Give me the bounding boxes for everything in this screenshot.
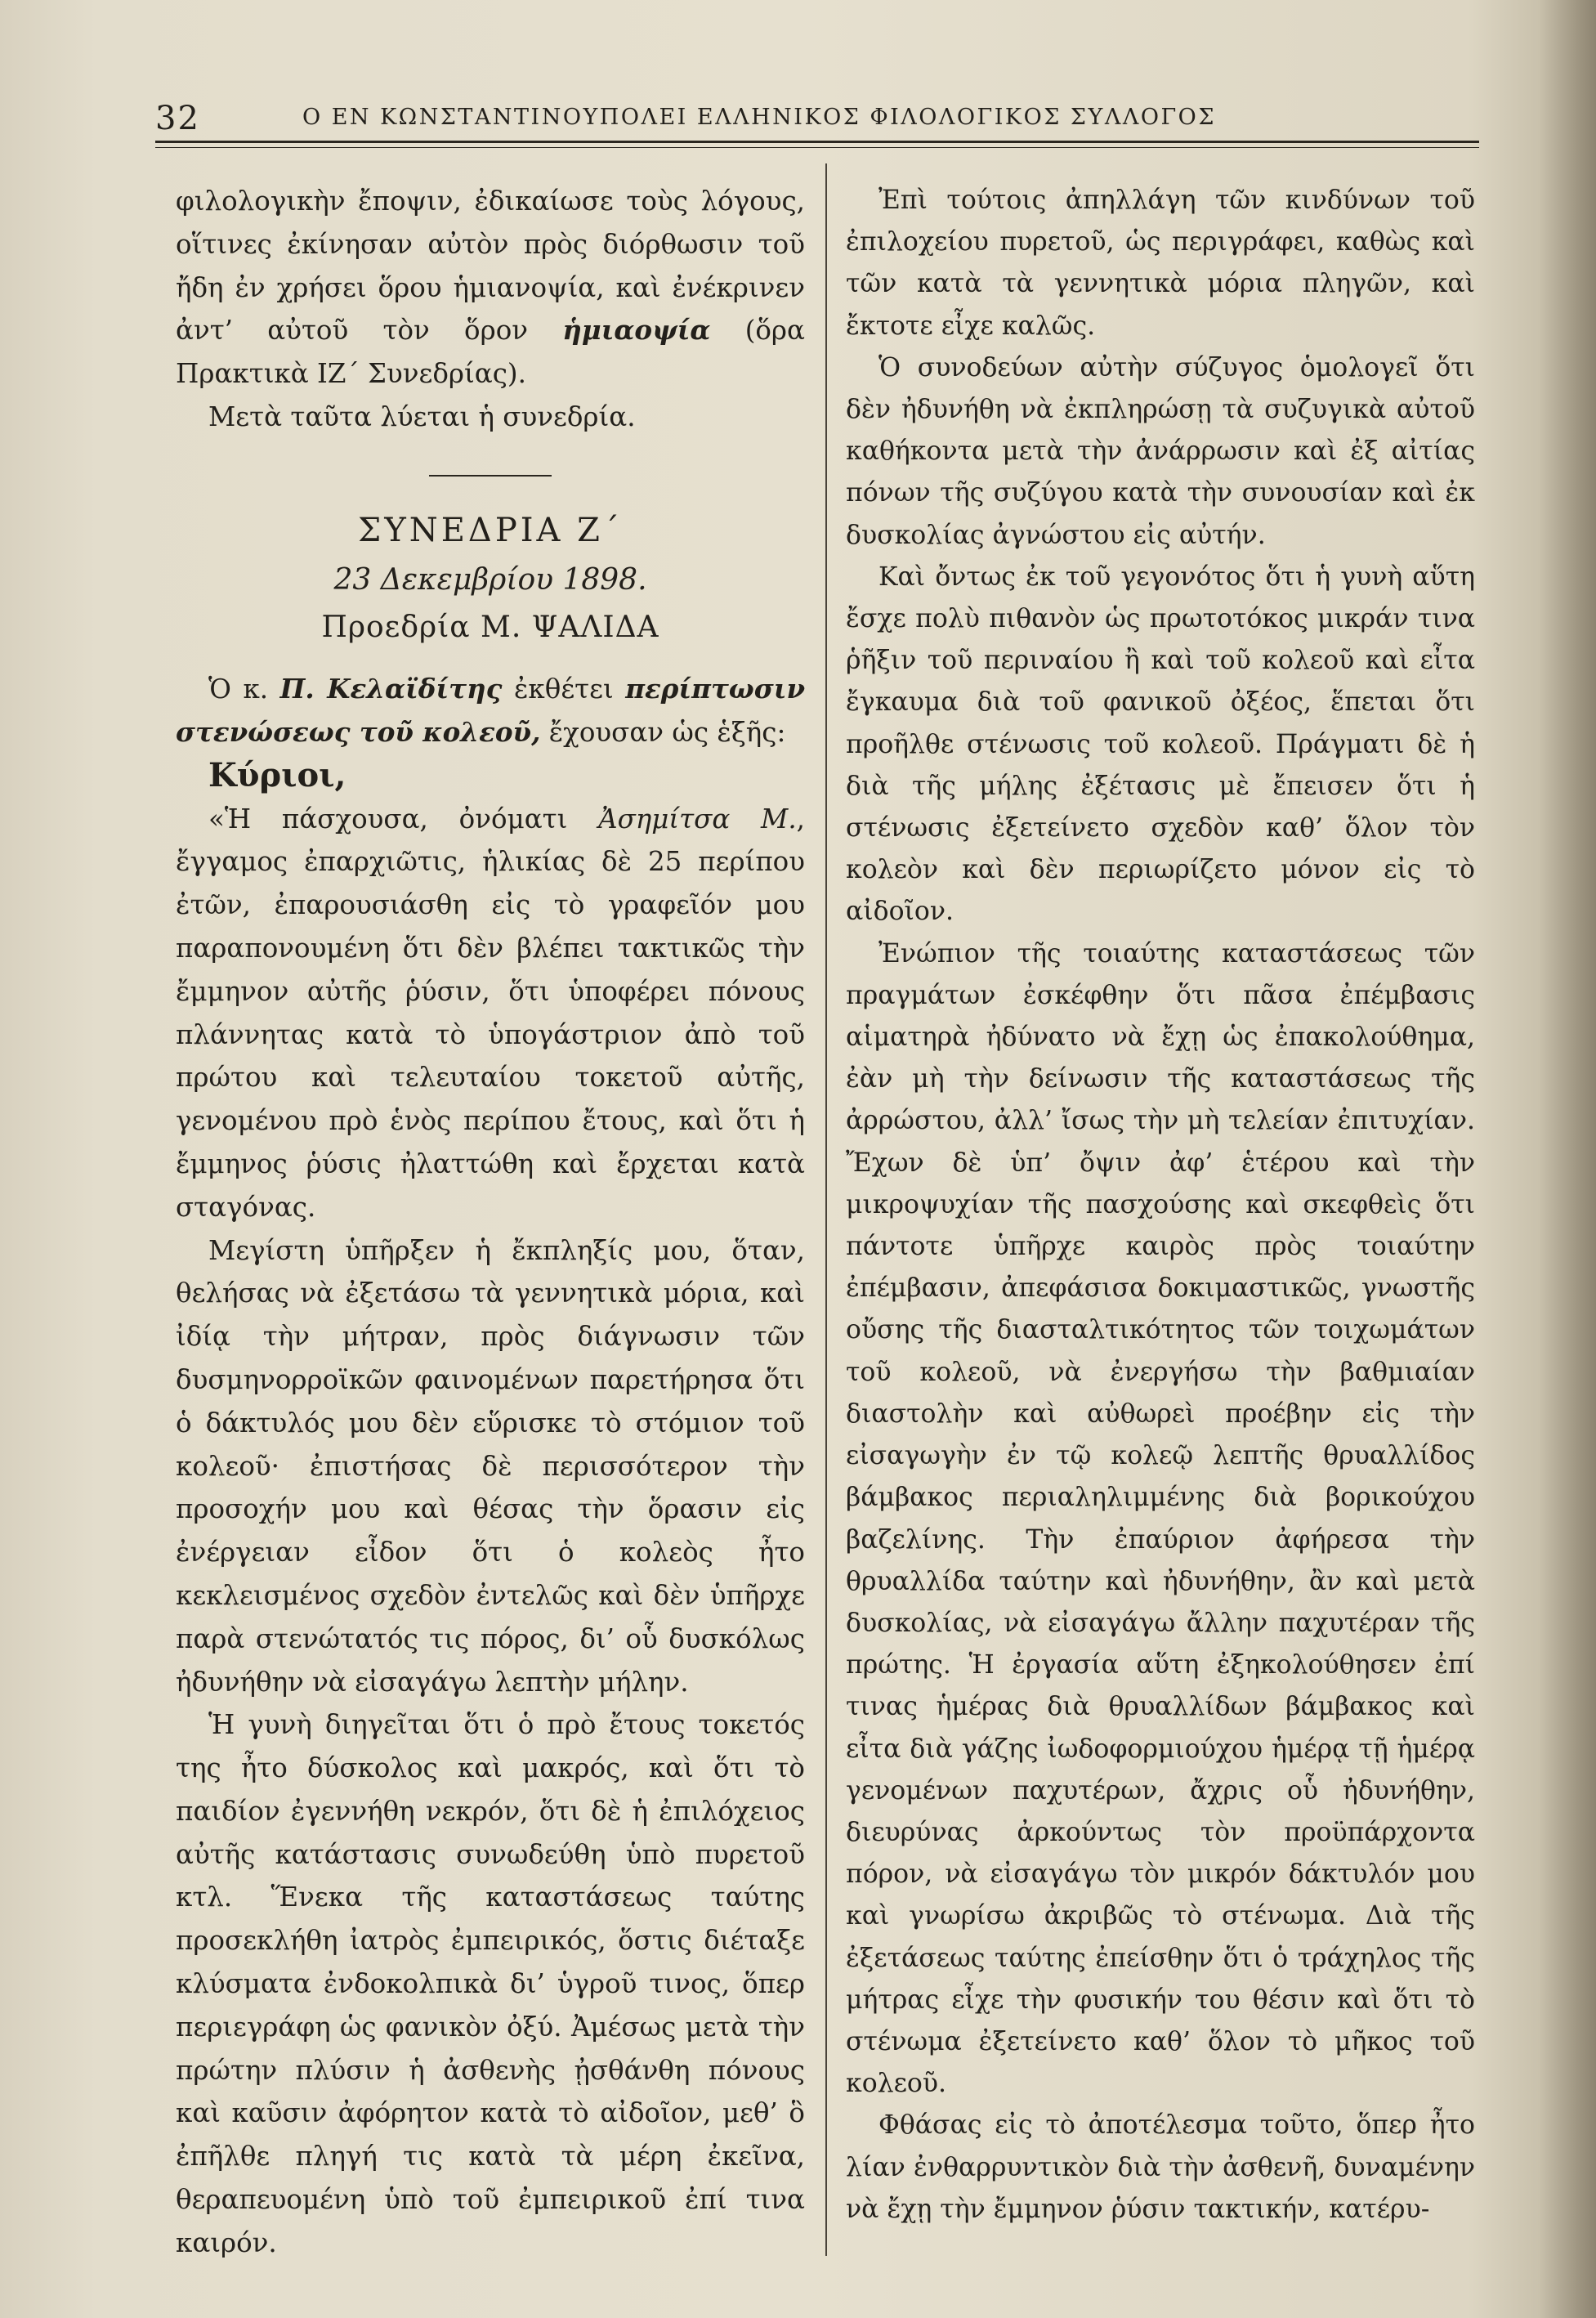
header-rule bbox=[155, 141, 1479, 143]
running-title: Ο ΕΝ ΚΩΝΣΤΑΝΤΙΝΟΥΠΟΛΕΙ ΕΛΛΗΝΙΚΟΣ ΦΙΛΟΛΟΓΙΚΟΣ ΣΥΛΛΟΓΟΣ bbox=[302, 105, 1216, 130]
salutation: Κύριοι, bbox=[208, 755, 346, 794]
paragraph: Ὁ συνοδεύων αὐτὴν σύζυγος ὁμολογεῖ ὅτι δὲν ἠδυνήθη νὰ ἐκπληρώσῃ τὰ συζυγικὰ αὐτοῦ καθήκοντα μετὰ τὴν ἀνάρρωσιν καὶ ἐξ αἰτίας πόνων τῆς συζύγου κατὰ τὴν συνουσίαν καὶ ἐκ δυσκολίας ἀγνώστου εἰς αὐτήν. bbox=[846, 352, 1475, 550]
session-presidency: Προεδρία Μ. ΨΑΛΙΔΑ bbox=[321, 611, 659, 645]
session-title: ΣΥΝΕΔΡΙΑ Ζ΄ bbox=[358, 511, 623, 549]
session-intro bbox=[176, 668, 805, 754]
page-header bbox=[155, 92, 1479, 141]
right-column bbox=[846, 180, 1475, 2231]
text-run: «Ἡ πάσχουσα, ὀνόματι bbox=[208, 803, 599, 835]
paragraph bbox=[176, 798, 805, 1229]
topic-title: περίπτωσιν στενώσεως τοῦ κολεοῦ, bbox=[176, 673, 805, 748]
text-run: Ὁ κ. bbox=[208, 673, 280, 705]
text-run: ἐκθέτει bbox=[502, 673, 626, 705]
section-separator bbox=[429, 475, 552, 477]
session-date: 23 Δεκεμβρίου 1898. bbox=[333, 562, 647, 597]
text-run: φιλολογικὴν ἔποψιν, ἐδικαίωσε τοὺς λόγους, οἵτινες ἐκίνησαν αὐτὸν πρὸς διόρθωσιν τοῦ ἤδη ἐν χρήσει ὅρου ἡμιανοψία, καὶ ἐνέκρινεν ἀντ’ αὐτοῦ τὸν ὅρον bbox=[176, 186, 805, 347]
text-run: (ὅρα Πρακτικὰ ΙΖ΄ Συνεδρίας). bbox=[176, 315, 805, 390]
speaker-name: Π. Κελαϊδίτης bbox=[279, 673, 503, 705]
text-run: ἔχουσαν ὡς ἑξῆς: bbox=[540, 716, 786, 748]
paragraph: Καὶ ὄντως ἐκ τοῦ γεγονότος ὅτι ἡ γυνὴ αὕτη ἔσχε πολὺ πιθανὸν ὡς πρωτοτόκος μικράν τινα ῥῆξιν τοῦ περιναίου ἢ καὶ τοῦ κολεοῦ καὶ εἶτα ἔγκαυμα διὰ τοῦ φανικοῦ ὀξέος, ἕπεται ὅτι προῆλθε στένωσις τοῦ κολεοῦ. Πράγματι δὲ ἡ διὰ τῆς μήλης ἐξέτασις μὲ ἔπεισεν ὅτι ἡ στένωσις ἐξετείνετο σχεδὸν καθ’ ὅλον τὸν κολεὸν καὶ δὲν περιωρίζετο μόνον εἰς τὸ αἰδοῖον. bbox=[846, 562, 1475, 927]
page-number: 32 bbox=[155, 100, 200, 137]
column-divider bbox=[825, 163, 827, 2256]
left-column bbox=[176, 180, 805, 2265]
text-run: , ἔγγαμος ἐπαρχιῶτις, ἡλικίας δὲ 25 περίπου ἐτῶν, ἐπαρουσιάσθη εἰς τὸ γραφεῖόν μου παραπονουμένη ὅτι δὲν βλέπει τακτικῶς τὴν ἔμμηνον αὐτῆς ῥύσιν, ὅτι ὑποφέρει πόνους πλάννητας κατὰ τὸ ὑπογάστριον ἀπὸ τοῦ πρώτου καὶ τελευταίου τοκετοῦ αὐτῆς, γενομένου πρὸ ἑνὸς περίπου ἔτους, καὶ ὅτι ἡ ἔμμηνος ῥύσις ἠλαττώθη καὶ ἔρχεται κατὰ σταγόνας. bbox=[176, 803, 805, 1223]
paragraph-continuation bbox=[176, 180, 805, 396]
paragraph: Ἡ γυνὴ διηγεῖται ὅτι ὁ πρὸ ἔτους τοκετός της ἦτο δύσκολος καὶ μακρός, καὶ ὅτι τὸ παιδίον ἐγεννήθη νεκρόν, ὅτι δὲ ἡ ἐπιλόχειος αὐτῆς κατάστασις συνωδεύθη ὑπὸ πυρετοῦ κτλ. Ἕνεκα τῆς καταστάσεως ταύτης προσεκλήθη ἰατρὸς ἐμπειρικός, ὅστις διέταξε κλύσματα ἐνδοκολπικὰ δι’ ὑγροῦ τινος, ὅπερ περιεγράφη ὡς φανικὸν ὀξύ. Ἀμέσως μετὰ τὴν πρώτην πλύσιν ἡ ἀσθενὴς ᾐσθάνθη πόνους καὶ καῦσιν ἀφόρητον κατὰ τὸ αἰδοῖον, μεθ’ ὃ ἐπῆλθε πληγή τις κατὰ τὰ μέρη ἐκεῖνα, θεραπευομένη ὑπὸ τοῦ ἐμπειρικοῦ ἐπί τινα καιρόν. bbox=[176, 1709, 805, 2258]
patient-name: Ἀσημίτσα Μ. bbox=[598, 803, 797, 835]
header-rule-thin bbox=[155, 147, 1479, 148]
paragraph: Φθάσας εἰς τὸ ἀποτέλεσμα τοῦτο, ὅπερ ἦτο λίαν ἐνθαρρυντικὸν διὰ τὴν ἀσθενῆ, δυναμένην νὰ ἔχῃ τὴν ἔμμηνον ῥύσιν τακτικήν, κατέρυ- bbox=[846, 2110, 1475, 2224]
binding-shadow bbox=[1539, 0, 1596, 2318]
paragraph: Ἐπὶ τούτοις ἀπηλλάγη τῶν κινδύνων τοῦ ἐπιλοχείου πυρετοῦ, ὡς περιγράφει, καθὼς καὶ τῶν κατὰ τὰ γεννητικὰ μόρια πληγῶν, καὶ ἔκτοτε εἶχε καλῶς. bbox=[846, 186, 1475, 341]
paragraph-closing: Μετὰ ταῦτα λύεται ἡ συνεδρία. bbox=[208, 401, 636, 432]
paragraph: Ἐνώπιον τῆς τοιαύτης καταστάσεως τῶν πραγμάτων ἐσκέφθην ὅτι πᾶσα ἐπέμβασις αἱματηρὰ ἠδύνατο νὰ ἔχῃ ὡς ἐπακολούθημα, ἐὰν μὴ τὴν δείνωσιν τῆς καταστάσεως τῆς ἀρρώστου, ἀλλ’ ἴσως τὴν μὴ τελείαν ἐπιτυχίαν. Ἔχων δὲ ὑπ’ ὄψιν ἀφ’ ἑτέρου καὶ τὴν μικροψυχίαν τῆς πασχούσης καὶ σκεφθεὶς ὅτι πάντοτε ὑπῆρχε καιρὸς πρὸς τοιαύτην ἐπέμβασιν, ἀπεφάσισα δοκιμαστικῶς, γνωστῆς οὔσης τῆς διασταλτικότητος τῶν τοιχωμάτων τοῦ κολεοῦ, νὰ ἐνεργήσω τὴν βαθμιαίαν διαστολὴν καὶ αὐθωρεὶ προέβην εἰς τὴν εἰσαγωγὴν ἐν τῷ κολεῷ λεπτῆς θρυαλλίδος βάμβακος περιαληλιμμένης διὰ βορικούχου βαζελίνης. Τὴν ἐπαύριον ἀφήρεσα τὴν θρυαλλίδα ταύτην καὶ ἠδυνήθην, ἂν καὶ μετὰ δυσκολίας, νὰ εἰσαγάγω ἄλλην παχυτέραν τῆς πρώτης. Ἡ ἐργασία αὕτη ἐξηκολούθησεν ἐπί τινας ἡμέρας διὰ θρυαλλίδων βάμβακος καὶ εἶτα διὰ γάζης ἰωδοφορμιούχου ἡμέρᾳ τῇ ἡμέρᾳ γενομένων παχυτέρων, ἄχρις οὗ ἠδυνήθην, διευρύνας ἀρκούντως τὸν προϋπάρχοντα πόρον, νὰ εἰσαγάγω τὸν μικρόν δάκτυλόν μου καὶ γνωρίσω ἀκριβῶς τὸ στένωμα. Διὰ τῆς ἐξετάσεως ταύτης ἐπείσθην ὅτι ὁ τράχηλος τῆς μήτρας εἶχε τὴν φυσικήν του θέσιν καὶ ὅτι τὸ στένωμα ἐξετείνετο καθ’ ὅλον τὸ μῆκος τοῦ κολεοῦ. bbox=[846, 938, 1475, 2099]
term-emphasis: ἡμιαοψία bbox=[562, 314, 711, 347]
paragraph: Μεγίστη ὑπῆρξεν ἡ ἔκπληξίς μου, ὅταν, θελήσας νὰ ἐξετάσω τὰ γεννητικὰ μόρια, καὶ ἰδίᾳ τὴν μήτραν, πρὸς διάγνωσιν τῶν δυσμηνορροϊκῶν φαινομένων παρετήρησα ὅτι ὁ δάκτυλός μου δὲν εὕρισκε τὸ στόμιον τοῦ κολεοῦ· ἐπιστήσας δὲ περισσότερον τὴν προσοχήν μου καὶ θέσας τὴν ὅρασιν εἰς ἐνέργειαν εἶδον ὅτι ὁ κολεὸς ἦτο κεκλεισμένος σχεδὸν ἐντελῶς καὶ δὲν ὑπῆρχε παρὰ στενώτατός τις πόρος, δι’ οὗ δυσκόλως ἠδυνήθην νὰ εἰσαγάγω λεπτὴν μήλην. bbox=[176, 1234, 805, 1698]
